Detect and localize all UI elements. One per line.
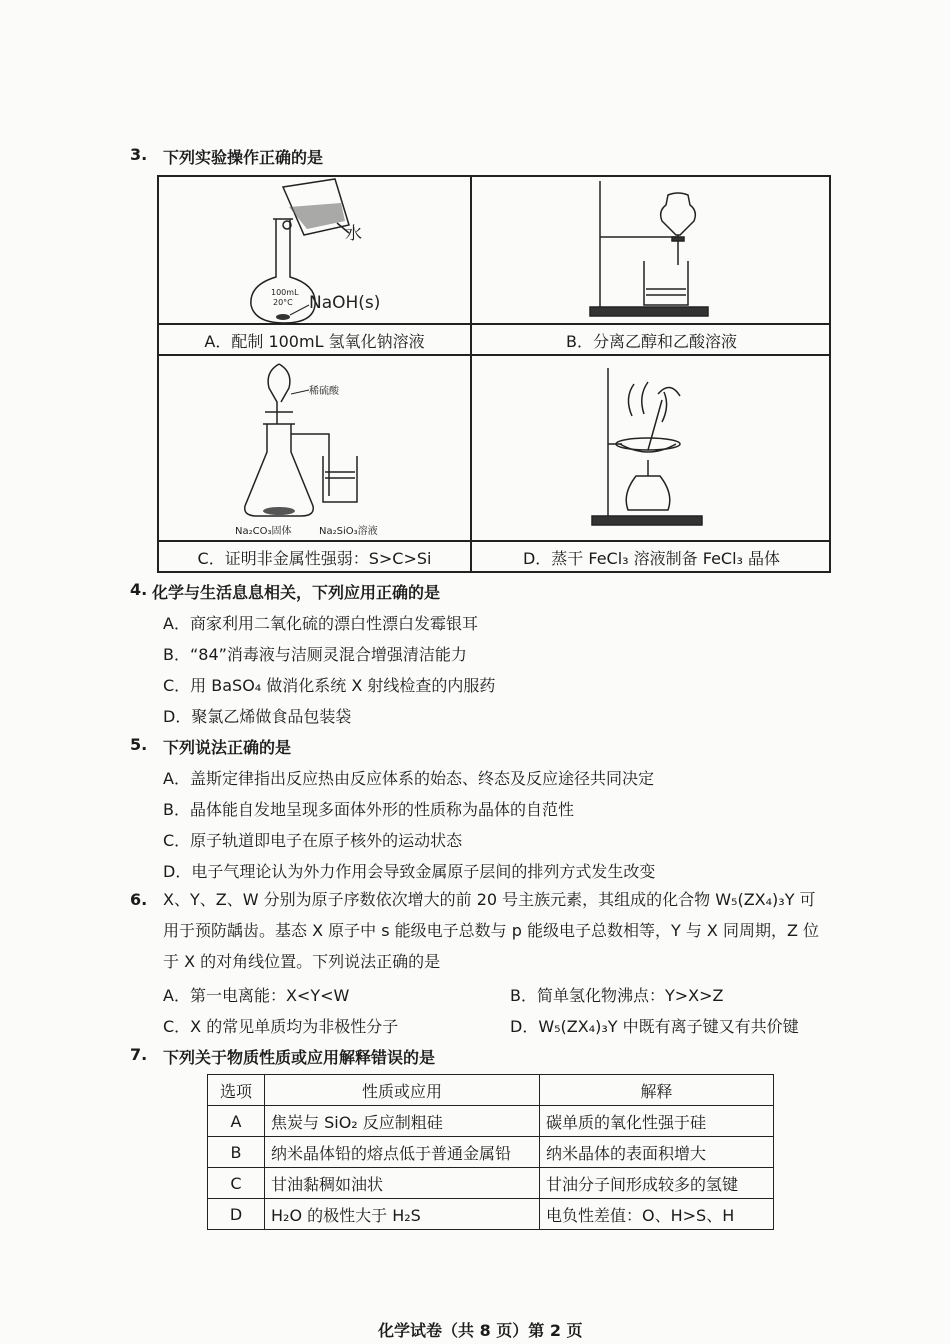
q4-option-c: C．用 BaSO₄ 做消化系统 X 射线检查的内服药 — [163, 676, 496, 695]
acid-strength-apparatus-figure — [159, 356, 470, 540]
table-row — [208, 1199, 774, 1230]
table-cell: C — [208, 1168, 265, 1199]
q3-option-b-caption: B．分离乙醇和乙酸溶液 — [566, 332, 737, 351]
q6-option-b: B．简单氢化物沸点：Y>X>Z — [510, 986, 724, 1005]
q6-stem-line-2: 用于预防龋齿。基态 X 原子中 s 能级电子总数与 p 能级电子总数相等，Y 与 X 同周期，Z 位 — [163, 921, 820, 940]
q6-option-a: A．第一电离能：X<Y<W — [163, 986, 350, 1005]
table-header-cell: 选项 — [208, 1075, 265, 1106]
q7-number: 7. — [130, 1045, 148, 1064]
table-cell: H₂O 的极性大于 H₂S — [265, 1199, 540, 1230]
table-cell: 甘油黏稠如油状 — [265, 1168, 540, 1199]
label-dilute-sulfuric-acid: 稀硫酸 — [309, 386, 339, 397]
table-cell: 纳米晶体铅的熔点低于普通金属铅 — [265, 1137, 540, 1168]
q4-option-b: B．“84”消毒液与洁厕灵混合增强清洁能力 — [163, 645, 467, 664]
q6-stem-line-3: 于 X 的对角线位置。下列说法正确的是 — [163, 952, 441, 971]
q3-figure-grid — [157, 175, 831, 573]
q7-table — [207, 1074, 774, 1230]
table-header-row — [208, 1075, 774, 1106]
table-header-cell: 性质或应用 — [265, 1075, 540, 1106]
volumetric-flask-figure — [159, 177, 470, 323]
table-cell: 纳米晶体的表面积增大 — [540, 1137, 774, 1168]
table-cell: 甘油分子间形成较多的氢键 — [540, 1168, 774, 1199]
q3-option-c-caption: C．证明非金属性强弱：S>C>Si — [197, 549, 432, 568]
q5-option-d: D．电子气理论认为外力作用会导致金属原子层间的排列方式发生改变 — [163, 862, 656, 881]
table-row — [208, 1106, 774, 1137]
q5-stem: 下列说法正确的是 — [163, 738, 292, 757]
q6-option-d: D．W₅(ZX₄)₃Y 中既有离子键又有共价键 — [510, 1017, 799, 1036]
table-cell: B — [208, 1137, 265, 1168]
table-cell: D — [208, 1199, 265, 1230]
q7-stem: 下列关于物质性质或应用解释错误的是 — [163, 1048, 436, 1067]
evaporation-apparatus-figure — [472, 356, 831, 540]
q4-number: 4. — [130, 580, 148, 599]
separatory-funnel-figure — [472, 177, 831, 323]
page-footer: 化学试卷（共 8 页）第 2 页 — [378, 1321, 583, 1340]
table-row — [208, 1168, 774, 1199]
table-cell: A — [208, 1106, 265, 1137]
table-header-cell: 解释 — [540, 1075, 774, 1106]
flask-temperature: 20°C — [273, 298, 293, 307]
label-water: 水 — [345, 224, 362, 244]
table-cell: 碳单质的氧化性强于硅 — [540, 1106, 774, 1137]
q3-number: 3. — [130, 145, 148, 164]
q5-option-c: C．原子轨道即电子在原子核外的运动状态 — [163, 831, 463, 850]
q6-stem-line-1: X、Y、Z、W 分别为原子序数依次增大的前 20 号主族元素，其组成的化合物 W₅(ZX₄)₃Y 可 — [163, 890, 816, 909]
q6-number: 6. — [130, 890, 148, 909]
q5-number: 5. — [130, 735, 148, 754]
grid-divider — [159, 540, 829, 542]
q3-stem: 下列实验操作正确的是 — [163, 148, 324, 167]
flask-capacity: 100mL — [271, 288, 299, 297]
label-naoh-solid: NaOH(s) — [309, 293, 381, 313]
q3-option-a-caption: A．配制 100mL 氢氧化钠溶液 — [204, 332, 425, 351]
q3-option-d-caption: D．蒸干 FeCl₃ 溶液制备 FeCl₃ 晶体 — [522, 549, 781, 568]
q4-option-a: A．商家利用二氧化硫的漂白性漂白发霉银耳 — [163, 614, 478, 633]
q4-option-d: D．聚氯乙烯做食品包装袋 — [163, 707, 352, 726]
q5-option-a: A．盖斯定律指出反应热由反应体系的始态、终态及反应途径共同决定 — [163, 769, 654, 788]
grid-divider — [159, 323, 829, 325]
q5-option-b: B．晶体能自发地呈现多面体外形的性质称为晶体的自范性 — [163, 800, 574, 819]
table-cell: 电负性差值：O、H>S、H — [540, 1199, 774, 1230]
table-cell: 焦炭与 SiO₂ 反应制粗硅 — [265, 1106, 540, 1137]
q6-option-c: C．X 的常见单质均为非极性分子 — [163, 1017, 399, 1036]
table-row — [208, 1137, 774, 1168]
label-sodium-carbonate: Na₂CO₃固体 — [235, 526, 292, 537]
q4-stem: 化学与生活息息相关，下列应用正确的是 — [152, 583, 441, 602]
label-sodium-silicate: Na₂SiO₃溶液 — [319, 526, 378, 537]
